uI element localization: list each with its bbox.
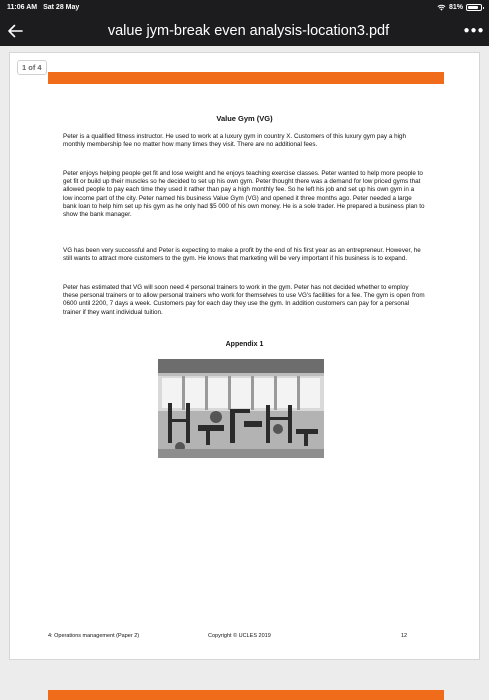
battery-icon	[466, 4, 482, 11]
status-time: 11:06 AM	[7, 4, 38, 11]
footer-left: 4: Operations management (Paper 2)	[48, 633, 140, 639]
paragraph-4: Peter has estimated that VG will soon need 4 personal trainers to work in the gym. Peter has not decided whether to employ these personal trainers or to allow personal trainers who work for themselves to use VG's facilities for a fee. The gym is open from 0600 until 2200, 7 days a week. Customers pay for each day they use the gym. In addition customers can pay for a personal trainer if they want individual tuition.	[63, 284, 425, 316]
doc-heading: Value Gym (VG)	[216, 114, 273, 123]
status-date: Sat 28 May	[43, 4, 80, 11]
wifi-icon	[437, 4, 446, 11]
ellipsis-icon: ●●●	[463, 25, 485, 36]
status-bar	[0, 0, 489, 15]
paragraph-2: Peter enjoys helping people get fit and lose weight and he enjoys teaching exercise classes. Peter wanted to help more people to get fit or build up their muscles so he decided to set up his own gym. Peter thought there was a demand for low priced gyms that allowed people to pay each time they used it rather than pay a high monthly fee. So he left his job and set up his own gym in a low income part of the city. Peter named his business Value Gym (VG) and opened it three months ago. Peter needed a large bank loan to help him set up his gym as he only had $5 000 of his own money. He is a sole trader. He prepared a business plan to show the bank manager.	[63, 170, 425, 219]
paragraph-3: VG has been very successful and Peter is expecting to make a profit by the end of his first year as an entrepreneur. However, he still wants to attract more customers to the gym. He knows that marketing will be very important if his business is to expand.	[63, 247, 421, 263]
back-button[interactable]	[0, 15, 30, 46]
page-indicator: 1 of 4	[17, 60, 47, 75]
back-arrow-icon	[7, 24, 23, 38]
page-number: 12	[401, 633, 408, 639]
next-page-header-bar	[48, 690, 444, 700]
document-title: value jym-break even analysis-location3.pdf	[107, 22, 390, 39]
battery-percent: 81%	[448, 4, 463, 11]
footer-center: Copyright © UCLES 2019	[208, 633, 271, 639]
battery-level	[468, 6, 478, 9]
page-header-bar	[48, 72, 444, 84]
paragraph-1: Peter is a qualified fitness instructor. He used to work at a luxury gym in country X. Customers of this luxury gym pay a high monthly membership fee no matter how many times they visit. There are no additional fees.	[63, 133, 406, 149]
status-right	[437, 4, 482, 11]
gym-photo	[158, 359, 324, 458]
nav-bar	[0, 15, 489, 46]
more-button[interactable]	[459, 15, 489, 46]
appendix-heading: Appendix 1	[225, 341, 264, 348]
